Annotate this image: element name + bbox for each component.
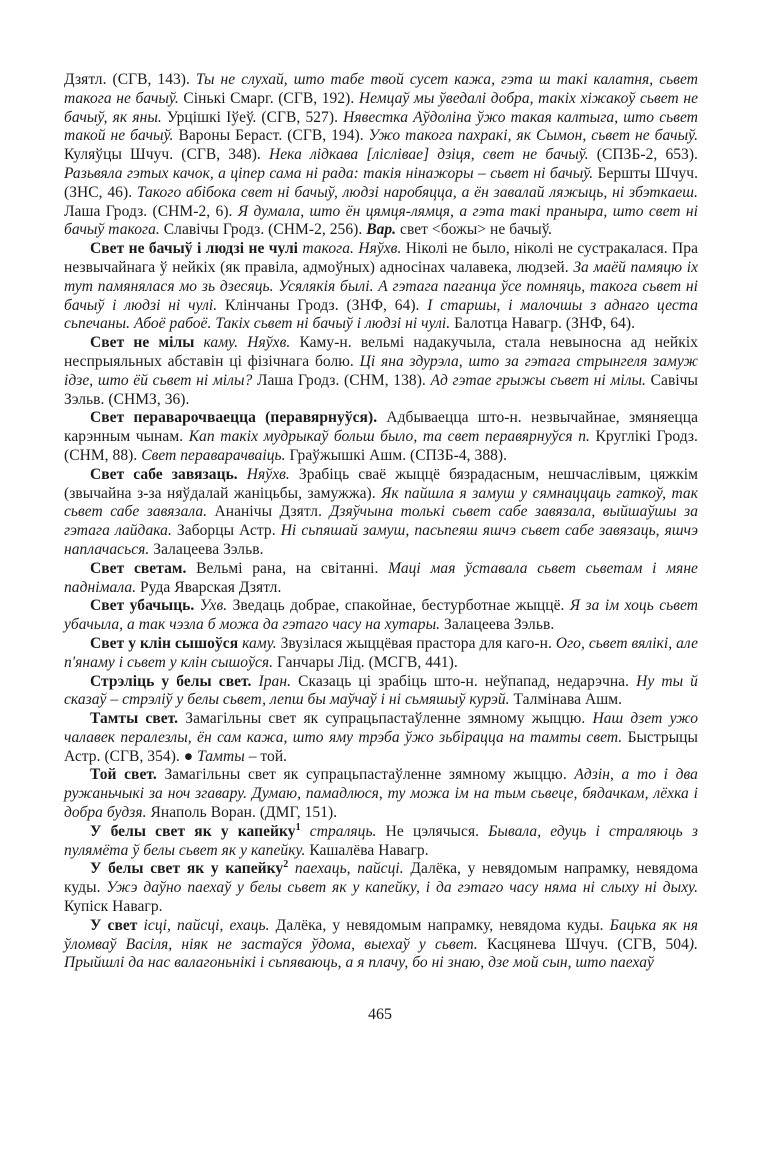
entry-headword: Свет убачыць.	[90, 597, 200, 615]
regular-text: Залацеева Зэльв.	[153, 540, 264, 558]
italic-text: Ты не слухай, што табе твой сусет кажа, гэта ш такі калатня, сьвет такога не бачыў.	[64, 71, 698, 107]
dictionary-entry	[64, 860, 698, 916]
regular-text: Далёка, у невядомым напрамку, невядома куды.	[275, 916, 610, 934]
regular-text: Замагільны свет як супрацьпастаўленне зямному жыццю.	[164, 766, 575, 784]
regular-text: Граўжышкі Ашм. (СПЗБ-4, 388).	[289, 446, 508, 464]
page-number: 465	[368, 1006, 392, 1023]
regular-text: Дзятл. (СГВ, 143).	[64, 71, 196, 88]
regular-text: Бершты Шчуч. (ЗНС, 46).	[64, 164, 699, 201]
dictionary-entry	[64, 240, 698, 334]
dictionary-entry	[64, 334, 698, 409]
regular-text: Далёка, у невядомым напрамку, невядома куды.	[64, 860, 698, 897]
entry-headword: Той свет.	[90, 766, 165, 784]
regular-text: Урцішкі Іўеў. (СГВ, 527).	[166, 108, 344, 126]
variant-label: Вар.	[366, 221, 401, 239]
regular-text: свет <божы> не бачыў.	[400, 221, 552, 239]
dictionary-entry	[64, 710, 698, 766]
dictionary-entry	[64, 673, 698, 711]
regular-text: Зрабіць сваё жыццё бязрадасным, нешчаслівым, цяжкім (звычайна з-за няўдалай жаніцьбы, замужжа).	[64, 465, 698, 502]
italic-text: Свет пераварачваіць.	[141, 446, 290, 464]
regular-text: Адбываецца што-н. незвычайнае, змяняецца карэнным чынам.	[64, 409, 699, 446]
entry-headword: Свет у клін сышоўся	[90, 634, 243, 652]
italic-text: Як пайшла я замуш у сямнаццаць гаткоў, так сьвет сабе завязала.	[64, 484, 698, 521]
regular-text: – той.	[248, 747, 288, 765]
italic-text: Іран.	[258, 672, 299, 690]
dictionary-page-text	[64, 71, 698, 973]
entry-headword: Свет не бачыў і людзі не чулі	[90, 240, 303, 258]
regular-text: Каму-н. вельмі надакучыла, стала невыносна ад нейкіх неспрыяльных абставін ці фізічнага болю.	[64, 334, 699, 370]
regular-text: Замагільны свет як супрацьпастаўленне зямному жыццю.	[185, 710, 593, 728]
italic-text: Я за ім хоць сьвет убачыла, а так чэзла б можа да гэтаго часу на хутары.	[64, 597, 699, 634]
homonym-superscript: 2	[283, 859, 289, 871]
regular-text: Руда Яварская Дзятл.	[139, 578, 282, 596]
entry-headword: Свет сабе завязаць.	[90, 465, 247, 483]
regular-text: Славічы Гродз. (СНМ-2, 256).	[163, 221, 367, 239]
italic-text: Немцаў мы ўведалі добра, такіх хіжакоў сьвет не бачыў, як яны.	[64, 89, 699, 126]
regular-text: Янаполь Воран. (ДМГ, 151).	[150, 804, 338, 822]
paragraph-continuation	[64, 71, 698, 240]
regular-text: Лаша Гродз. (СНМ, 138).	[256, 371, 431, 389]
regular-text: (СПЗБ-2, 653).	[596, 146, 698, 164]
italic-text: Няўхв.	[246, 465, 299, 483]
regular-text: Касцянева Шчуч. (СГВ, 504	[487, 935, 689, 953]
regular-text: Заборцы Астр.	[176, 522, 281, 540]
regular-text: Залацеева Зэльв.	[444, 616, 555, 634]
regular-text: Кашалёва Навагр.	[309, 841, 429, 859]
italic-text: Наш дзет ужо чалавек пералезлы, ён сам кажа, што яму трэба ўжо зьбірацца на тамты свет.	[64, 710, 698, 746]
italic-text: Тамты	[197, 747, 249, 765]
italic-text: Ужэ даўно паехаў у белы сьвет як у капейку, і да гэтаго часу няма ні слыху ні дыху.	[106, 879, 699, 897]
regular-text: Савічы Зэльв. (СНМЗ, 36).	[64, 371, 698, 408]
entry-headword: Свет не мілы	[90, 334, 204, 352]
entry-headword: У белы свет як у капейку	[90, 860, 284, 878]
italic-text: Я думала, што ён цямця-лямця, а гэта такі праныра, што свет ні бачыў такога.	[64, 202, 698, 239]
italic-text: каму.	[242, 634, 281, 652]
italic-text: Нека лідкава [ліслівае] дзіця, свет не бачыў.	[268, 146, 597, 164]
regular-text: Куляўцы Шчуч. (СГВ, 348).	[64, 146, 269, 164]
italic-text: Ухв.	[199, 597, 233, 615]
entry-headword: Тамты свет.	[90, 710, 186, 728]
italic-text: такога. Няўхв.	[302, 240, 406, 258]
dictionary-entry	[64, 560, 698, 598]
entry-headword: У свет	[90, 916, 144, 934]
italic-text: Бацька як ня ўломваў Васіля, ніяк не застаўся ўдома, выехаў у сьвет.	[64, 916, 698, 953]
regular-text: Ганчары Лід. (МСГВ, 441).	[277, 653, 458, 671]
dictionary-entry	[64, 766, 698, 822]
italic-text: Ні сьпяшай замуш, пасьпеяш яшчэ сьвет сабе завязаць, яшчэ наплачасься.	[64, 522, 698, 558]
entry-headword: У белы свет як у капейку	[90, 822, 296, 840]
italic-text: Бывала, едуць і страляюць з пулямёта ў белы сьвет як у капейку.	[64, 822, 698, 859]
regular-text: Талмінава Ашм.	[513, 691, 622, 709]
italic-text: Адзін, а то і два ружаньчыкі за ноч згавару. Думаю, памадлюся, ту можа ім на тым сьвеце, бядачкам, лёхка і добра будзя.	[64, 766, 698, 822]
regular-text: Круглікі Гродз. (СНМ, 88).	[64, 428, 698, 464]
regular-text: Вароны Бераст. (СГВ, 194).	[178, 127, 369, 145]
entry-headword: Свет светам.	[90, 559, 197, 577]
italic-text: Ці яна здурэла, што за гэтага стрынгеля замуж ідзе, што ёй сьвет ні мілы?	[64, 352, 698, 389]
italic-text: Прыйшлі да нас валагоньнікі і сьпяваюць, а я плачу, бо ні знаю, дзе мой сын, што паехаў	[64, 954, 654, 972]
dictionary-entry	[64, 635, 698, 673]
regular-text: Лаша Гродз. (СНМ-2, 6).	[64, 202, 238, 220]
italic-text: каму. Няўхв.	[203, 334, 300, 352]
italic-text: Маці мая ўставала сьвет сьветам і мяне паднімала.	[64, 559, 698, 596]
italic-text: ).	[688, 935, 699, 953]
regular-text: Сінькі Смарг. (СГВ, 192).	[183, 89, 359, 107]
regular-text: Купіск Навагр.	[64, 898, 163, 916]
regular-text: Не цэлячыся.	[385, 822, 489, 840]
italic-text: Ну ты й сказаў – стрэліў у белы сьвет, лепш бы маўчаў і ні сьмяшыў курэй.	[64, 672, 698, 709]
dictionary-entry	[64, 597, 698, 635]
dictionary-entry	[64, 823, 698, 861]
italic-text: Кап такіх мудрыкаў больш было, та свет перавярнуўся п.	[188, 428, 596, 446]
regular-text: Сказаць ці зрабіць што-н. неўпапад, недарэчна.	[298, 672, 637, 690]
italic-text: За маёй памяцю іх тут памянялася мо зь дзесяць. Усялякія былі. А гэтага паганца ўсе помняць, такога сьвет ні бачыў і людзі ні чулі.	[64, 258, 698, 314]
dictionary-entry	[64, 409, 698, 465]
italic-text: паехаць, пайсці.	[288, 860, 411, 878]
dictionary-entry	[64, 466, 698, 560]
italic-text: Нявестка Аўдоліна ўжо такая калтыга, што сьвет такой не бачыў.	[64, 108, 698, 145]
regular-text: Зведаць добрае, спакойнае, бестурботнае жыццё.	[232, 597, 570, 615]
italic-text: Ого, сьвет вялікі, але п'янаму і сьвет у клін сышоўся.	[64, 634, 698, 671]
homonym-superscript: 1	[295, 821, 301, 833]
regular-text: Ніколі не было, ніколі не сустракалася. Пра незвычайнага ў нейкіх (як правіла, адмоўных) адносінах чалавека, людзей.	[64, 240, 699, 276]
italic-text: Дзяўчына толькі сьвет сабе завязала, выйшаўшы за гэтага лайдака.	[64, 503, 698, 540]
italic-text: ісці, пайсці, ехаць.	[143, 916, 276, 934]
dictionary-entry	[64, 917, 698, 973]
italic-text: страляць.	[300, 822, 386, 840]
entry-headword: Свет пераварочваецца (перавярнуўся).	[90, 409, 387, 427]
regular-text: Клінчаны Гродз. (ЗНФ, 64).	[224, 296, 428, 314]
regular-text: Быстрыцы Астр. (СГВ, 354). ●	[64, 728, 698, 765]
entry-headword: Стрэліць у белы свет.	[90, 672, 259, 690]
italic-text: Такого абібока свет ні бачыў, людзі наробяцца, а ён завалай ляжыць, ні збэткаеш.	[136, 183, 698, 201]
regular-text: Звузілася жыццёвая прастора для каго-н.	[280, 634, 556, 652]
italic-text: І старшы, і малочшы з аднаго цеста сьпечаны. Абоё рабоё. Такіх сьвет ні бачыў і людзі ні чулі.	[64, 296, 698, 333]
italic-text: Разьвяла гэтых качок, а ціпер сама ні рада: такія нінажоры – сьвет ні бачыў.	[64, 164, 598, 182]
regular-text: Ананічы Дзятл.	[214, 503, 330, 521]
regular-text: Вельмі рана, на світанні.	[196, 559, 389, 577]
italic-text: Ужо такога пахракі, як Сымон, сьвет не бачыў.	[368, 127, 698, 145]
regular-text: Балотца Навагр. (ЗНФ, 64).	[454, 315, 636, 333]
italic-text: Ад гэтае грыжы сьвет ні мілы.	[430, 371, 651, 389]
